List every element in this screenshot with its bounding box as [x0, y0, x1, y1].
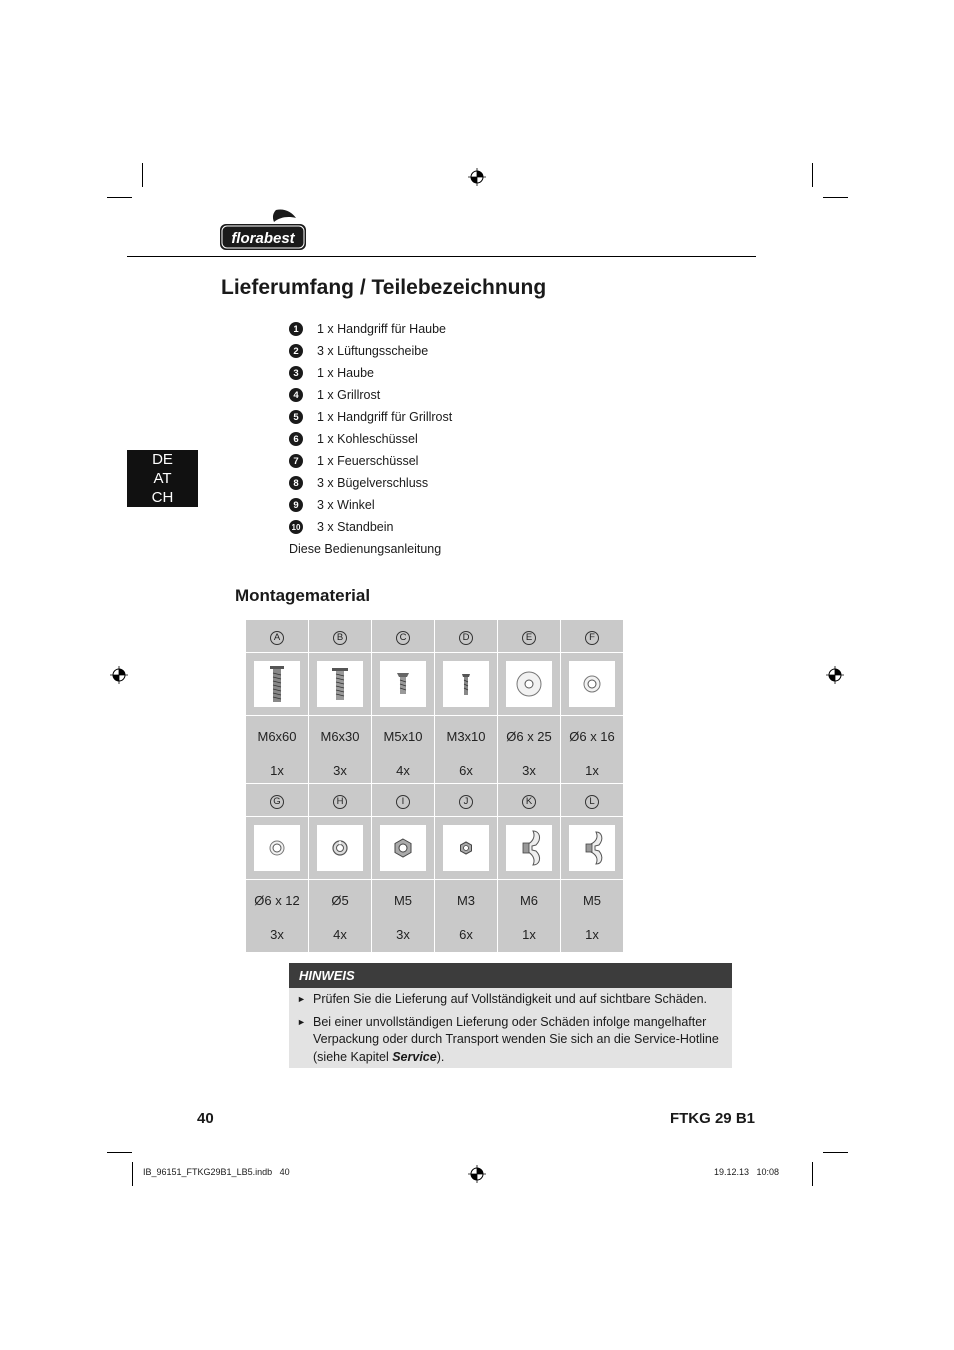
hardware-label-cell — [372, 716, 435, 789]
hardware-qty: 4x — [333, 927, 347, 942]
large-washer-icon — [506, 661, 552, 707]
part-label: 1 x Grillrost — [317, 388, 381, 402]
hardware-letter: H — [333, 795, 347, 809]
hardware-image-cell — [435, 817, 498, 880]
note-text-part: Bei einer unvollständigen Lieferung oder Schäden infolge mangelhafter Verpackung oder durch Transport wenden Sie sich an die Service-Hotline (siehe Kapitel — [313, 1014, 719, 1064]
list-item — [289, 340, 452, 362]
hardware-label-cell — [498, 716, 561, 789]
hardware-qty: 3x — [333, 763, 347, 778]
hardware-label-cell — [435, 716, 498, 789]
part-number-badge: 3 — [289, 366, 303, 380]
list-item — [289, 450, 452, 472]
hardware-letter: L — [585, 795, 599, 809]
hardware-size: M5 — [582, 893, 602, 908]
language-at: AT — [153, 470, 172, 487]
hardware-letter-cell — [246, 620, 309, 653]
triangle-bullet-icon: ► — [297, 1016, 306, 1027]
crop-mark — [823, 1152, 848, 1153]
hardware-image-cell — [246, 817, 309, 880]
hardware-image-cell — [498, 817, 561, 880]
note-item — [289, 991, 732, 1009]
hardware-qty: 3x — [396, 927, 410, 942]
registration-mark-icon — [826, 666, 844, 684]
language-ch: CH — [151, 489, 174, 506]
note-item — [289, 1014, 732, 1067]
hardware-table-1 — [245, 619, 624, 789]
part-label: 1 x Handgriff für Grillrost — [317, 410, 453, 424]
part-label: 3 x Bügelverschluss — [317, 476, 429, 490]
hardware-letter-cell — [498, 784, 561, 817]
crop-mark — [812, 163, 813, 187]
long-bolt-icon — [254, 661, 300, 707]
crop-mark — [812, 1162, 813, 1186]
registration-mark-icon — [468, 168, 486, 186]
part-label: 1 x Kohleschüssel — [317, 432, 418, 446]
hardware-letter-cell — [561, 784, 624, 817]
note-heading: HINWEIS — [289, 963, 732, 988]
list-item — [289, 362, 452, 384]
parts-note: Diese Bedienungsanleitung — [289, 542, 442, 556]
list-item — [289, 494, 452, 516]
crop-mark — [142, 163, 143, 187]
header-rule — [127, 256, 756, 257]
hardware-size: Ø6 x 16 — [569, 729, 615, 744]
hardware-letter-cell — [498, 620, 561, 653]
crop-mark — [107, 197, 132, 198]
footer-date: 19.12.13 10:08 — [713, 1167, 779, 1177]
part-number-badge: 4 — [289, 388, 303, 402]
hardware-size: M6x60 — [257, 729, 297, 744]
washer-icon — [569, 661, 615, 707]
part-number-badge: 6 — [289, 432, 303, 446]
hardware-qty: 3x — [522, 763, 536, 778]
hardware-size: M3 — [456, 893, 476, 908]
hardware-label-cell — [246, 880, 309, 953]
part-label: 1 x Handgriff für Haube — [317, 322, 447, 336]
bolt-icon — [317, 661, 363, 707]
hardware-letter: K — [522, 795, 536, 809]
short-screw-icon — [380, 661, 426, 707]
hardware-table-2 — [245, 783, 624, 953]
hardware-size: M6x30 — [320, 729, 360, 744]
hardware-size: Ø5 — [331, 893, 349, 908]
hardware-qty: 6x — [459, 927, 473, 942]
list-item — [289, 406, 452, 428]
part-number-badge: 9 — [289, 498, 303, 512]
part-label: 3 x Lüftungsscheibe — [317, 344, 429, 358]
hardware-size: M5 — [393, 893, 413, 908]
hardware-letter: J — [459, 795, 473, 809]
hardware-size: Ø6 x 12 — [254, 893, 300, 908]
hardware-image-cell — [372, 817, 435, 880]
parts-list — [289, 318, 452, 560]
hardware-label-cell — [309, 716, 372, 789]
part-label: 1 x Feuerschüssel — [317, 454, 419, 468]
hardware-label-cell — [561, 716, 624, 789]
hardware-qty: 1x — [522, 927, 536, 942]
part-label: 3 x Standbein — [317, 520, 394, 534]
small-screw-icon — [443, 661, 489, 707]
small-hex-nut-icon — [443, 825, 489, 871]
hardware-image-cell — [309, 817, 372, 880]
hardware-qty: 1x — [585, 927, 599, 942]
note-text-part: ). — [436, 1049, 445, 1064]
hardware-label-cell — [435, 880, 498, 953]
hardware-letter: B — [333, 631, 347, 645]
hardware-image-cell — [372, 653, 435, 716]
small-washer-icon — [254, 825, 300, 871]
list-item — [289, 472, 452, 494]
hardware-letter: E — [522, 631, 536, 645]
registration-mark-icon — [468, 1165, 486, 1183]
hardware-letter-cell — [372, 784, 435, 817]
hardware-qty: 3x — [270, 927, 284, 942]
part-number-badge: 7 — [289, 454, 303, 468]
hardware-qty: 4x — [396, 763, 410, 778]
florabest-logo — [218, 208, 308, 252]
section-title: Montagematerial — [235, 586, 371, 605]
wing-nut-icon — [569, 825, 615, 871]
footer-file: IB_96151_FTKG29B1_LB5.indb 40 — [143, 1167, 290, 1177]
hardware-letter-cell — [435, 784, 498, 817]
note-box — [289, 963, 732, 1068]
hardware-letter-cell — [372, 620, 435, 653]
language-de: DE — [152, 451, 173, 468]
hardware-image-cell — [561, 653, 624, 716]
hardware-image-cell — [561, 817, 624, 880]
hardware-image-cell — [435, 653, 498, 716]
hardware-size: M6 — [519, 893, 539, 908]
svg-text:florabest: florabest — [231, 230, 295, 247]
note-text — [313, 1014, 724, 1067]
hardware-image-cell — [246, 653, 309, 716]
hardware-size: M5x10 — [383, 729, 423, 744]
part-number-badge: 8 — [289, 476, 303, 490]
hardware-image-cell — [309, 653, 372, 716]
list-item — [289, 384, 452, 406]
hardware-letter: I — [396, 795, 410, 809]
hardware-label-cell — [561, 880, 624, 953]
hardware-label-cell — [372, 880, 435, 953]
triangle-bullet-icon: ► — [297, 994, 306, 1004]
hardware-letter-cell — [309, 784, 372, 817]
note-text-emphasis: Service — [392, 1049, 437, 1064]
hardware-size: Ø6 x 25 — [506, 729, 552, 744]
hardware-image-cell — [498, 653, 561, 716]
language-tab — [127, 450, 198, 507]
hardware-letter: D — [459, 631, 473, 645]
crop-mark — [107, 1152, 132, 1153]
spring-washer-icon — [317, 825, 363, 871]
crop-mark — [823, 197, 848, 198]
part-number-badge: 5 — [289, 410, 303, 424]
hex-nut-icon — [380, 825, 426, 871]
hardware-letter-cell — [561, 620, 624, 653]
hardware-letter: G — [270, 795, 284, 809]
hardware-letter: C — [396, 631, 410, 645]
hardware-qty: 6x — [459, 763, 473, 778]
hardware-letter-cell — [309, 620, 372, 653]
crop-mark — [132, 1162, 133, 1186]
registration-mark-icon — [110, 666, 128, 684]
wing-nut-icon — [506, 825, 552, 871]
list-item — [289, 318, 452, 340]
model-name: FTKG 29 B1 — [669, 1110, 755, 1127]
hardware-letter-cell — [246, 784, 309, 817]
hardware-label-cell — [246, 716, 309, 789]
part-number-badge: 2 — [289, 344, 303, 358]
part-number-badge: 1 — [289, 322, 303, 336]
hardware-qty: 1x — [585, 763, 599, 778]
hardware-letter-cell — [435, 620, 498, 653]
hardware-letter: A — [270, 631, 284, 645]
part-number-badge: 10 — [289, 520, 303, 534]
part-label: 3 x Winkel — [317, 498, 375, 512]
hardware-qty: 1x — [270, 763, 284, 778]
hardware-label-cell — [309, 880, 372, 953]
part-label: 1 x Haube — [317, 366, 374, 380]
hardware-label-cell — [498, 880, 561, 953]
hardware-size: M3x10 — [446, 729, 486, 744]
page-number: 40 — [197, 1110, 214, 1127]
page-title: Lieferumfang / Teilebezeichnung — [221, 276, 547, 299]
list-item — [289, 516, 452, 538]
hardware-letter: F — [585, 631, 599, 645]
note-text: Prüfen Sie die Lieferung auf Vollständigkeit und auf sichtbare Schäden. — [313, 992, 708, 1006]
list-item — [289, 428, 452, 450]
